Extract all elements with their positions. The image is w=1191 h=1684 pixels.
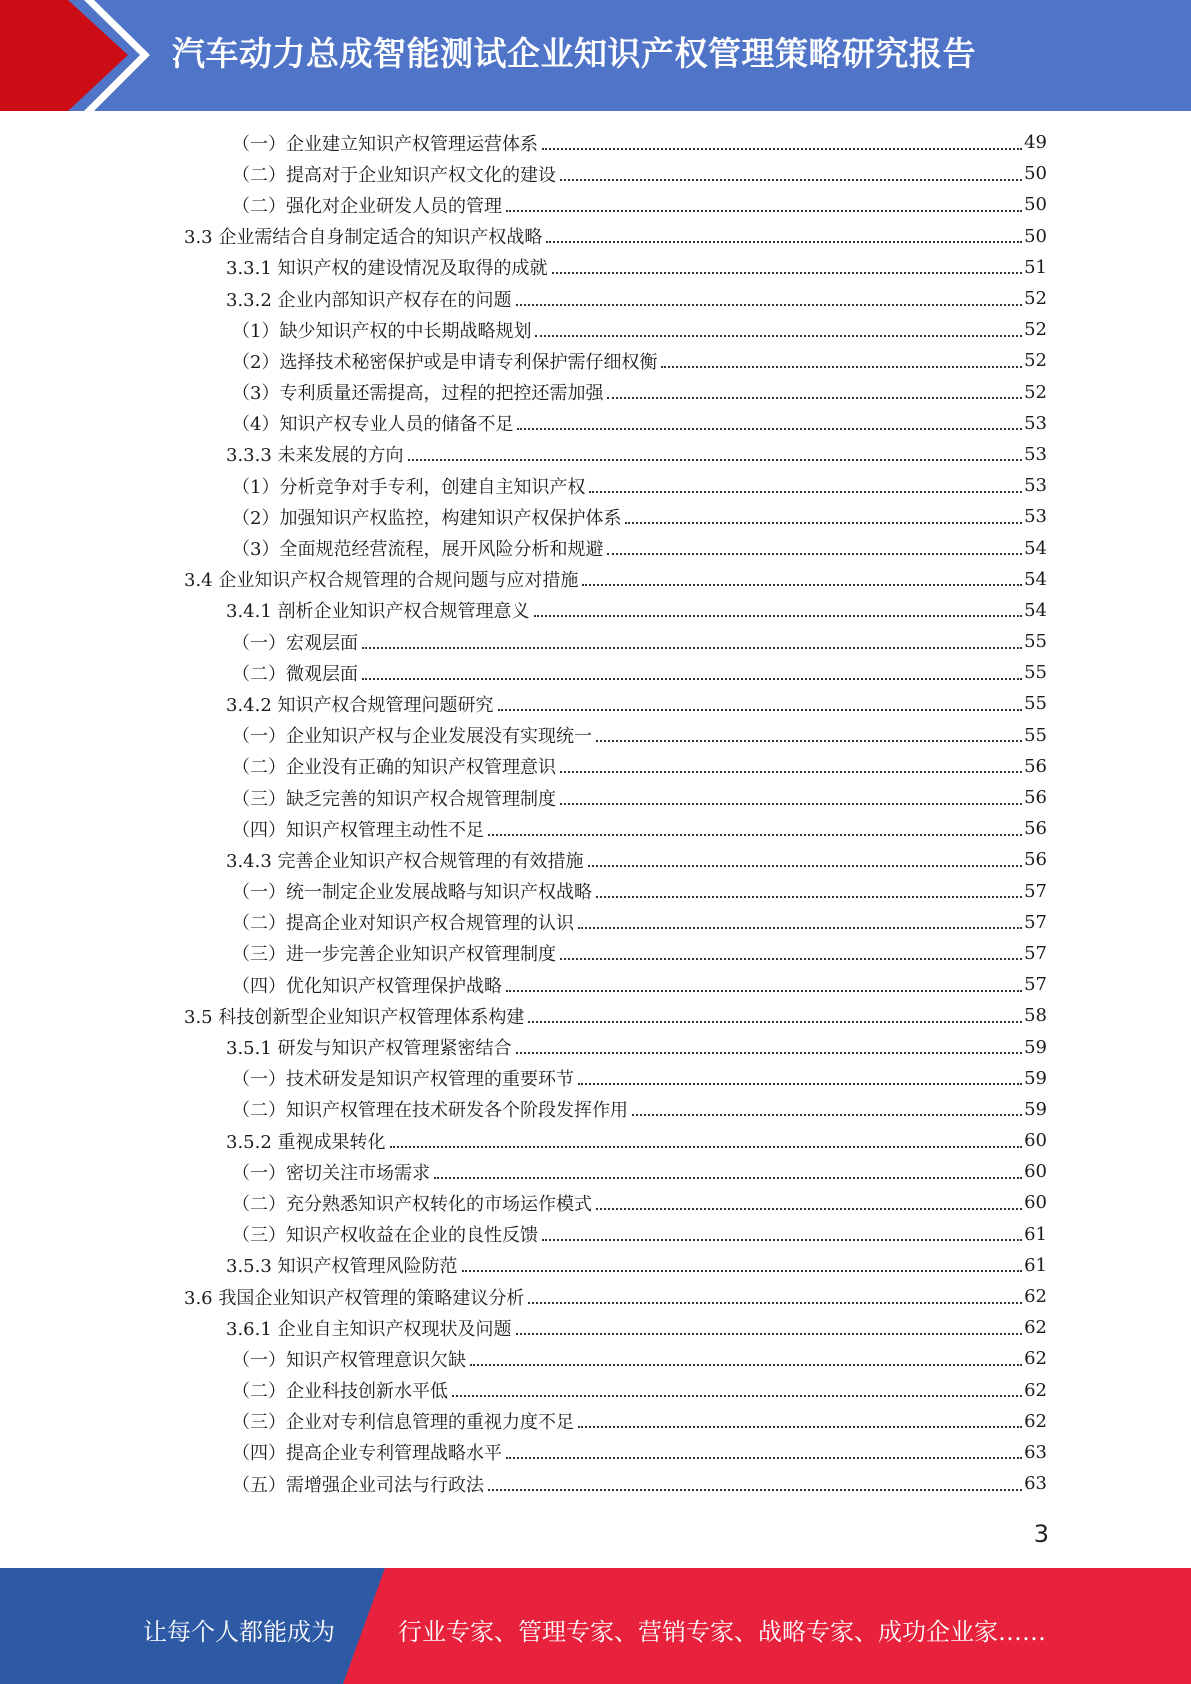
toc-entry[interactable] <box>0 876 1191 907</box>
toc-entry[interactable] <box>0 501 1191 532</box>
toc-entry-title: 3.5.3 知识产权管理风险防范 <box>226 1256 458 1278</box>
toc-entry-title: （1）分析竞争对手专利，创建自主知识产权 <box>232 476 586 498</box>
toc-leader-dots <box>434 1177 1022 1179</box>
toc-leader-dots <box>528 1021 1022 1023</box>
toc-entry-page: 53 <box>1024 412 1047 434</box>
toc-entry[interactable] <box>0 1343 1191 1374</box>
toc-entry-page: 56 <box>1024 755 1047 777</box>
toc-entry-page: 55 <box>1024 662 1047 684</box>
toc-entry-page: 50 <box>1024 163 1047 185</box>
toc-leader-dots <box>596 740 1022 742</box>
footer-slogan-left: 让每个人都能成为 <box>143 1618 335 1646</box>
toc-entry[interactable] <box>0 1094 1191 1125</box>
toc-leader-dots <box>578 1083 1022 1085</box>
toc-entry[interactable] <box>0 408 1191 439</box>
toc-leader-dots <box>506 210 1022 212</box>
toc-entry[interactable] <box>0 1250 1191 1281</box>
toc-entry-title: （一）宏观层面 <box>232 632 358 654</box>
toc-entry-title: 3.3.1 知识产权的建设情况及取得的成就 <box>226 258 548 280</box>
toc-leader-dots <box>661 366 1022 368</box>
document-title: 汽车动力总成智能测试企业知识产权管理策略研究报告 <box>172 34 976 73</box>
toc-entry-title: （一）密切关注市场需求 <box>232 1162 430 1184</box>
toc-entry[interactable] <box>0 751 1191 782</box>
toc-entry-title: 3.5.1 研发与知识产权管理紧密结合 <box>226 1038 512 1060</box>
toc-entry[interactable] <box>0 252 1191 283</box>
toc-entry-title: （二）知识产权管理在技术研发各个阶段发挥作用 <box>232 1100 628 1122</box>
toc-entry-page: 55 <box>1024 724 1047 746</box>
toc-entry-title: 3.4 企业知识产权合规管理的合规问题与应对措施 <box>184 570 579 592</box>
toc-leader-dots <box>470 1364 1022 1366</box>
toc-leader-dots <box>560 958 1022 960</box>
toc-entry-title: （三）进一步完善企业知识产权管理制度 <box>232 944 556 966</box>
toc-entry-page: 55 <box>1024 631 1047 653</box>
toc-entry[interactable] <box>0 1187 1191 1218</box>
toc-leader-dots <box>596 1208 1022 1210</box>
toc-entry-page: 52 <box>1024 319 1047 341</box>
toc-leader-dots <box>362 678 1022 680</box>
toc-entry-title: （一）企业建立知识产权管理运营体系 <box>232 133 538 155</box>
toc-entry[interactable] <box>0 1125 1191 1156</box>
toc-entry-page: 51 <box>1024 256 1047 278</box>
toc-entry[interactable] <box>0 439 1191 470</box>
toc-entry[interactable] <box>0 969 1191 1000</box>
toc-leader-dots <box>506 990 1022 992</box>
toc-leader-dots <box>498 709 1023 711</box>
toc-entry-title: （三）企业对专利信息管理的重视力度不足 <box>232 1412 574 1434</box>
toc-entry[interactable] <box>0 907 1191 938</box>
toc-entry-title: 3.4.1 剖析企业知识产权合规管理意义 <box>226 601 530 623</box>
toc-entry-title: 3.3.3 未来发展的方向 <box>226 445 404 467</box>
toc-leader-dots <box>596 896 1022 898</box>
toc-entry[interactable] <box>0 158 1191 189</box>
toc-entry[interactable] <box>0 283 1191 314</box>
toc-entry[interactable] <box>0 221 1191 252</box>
toc-entry-title: 3.3 企业需结合自身制定适合的知识产权战略 <box>184 227 543 249</box>
toc-entry[interactable] <box>0 564 1191 595</box>
toc-entry-title: （二）企业没有正确的知识产权管理意识 <box>232 757 556 779</box>
toc-entry[interactable] <box>0 938 1191 969</box>
toc-entry-page: 56 <box>1024 818 1047 840</box>
toc-leader-dots <box>589 491 1022 493</box>
toc-entry-title: （二）提高对于企业知识产权文化的建设 <box>232 164 556 186</box>
toc-entry-page: 50 <box>1024 194 1047 216</box>
toc-entry-page: 62 <box>1024 1317 1047 1339</box>
toc-leader-dots <box>528 1302 1022 1304</box>
toc-entry-title: 3.6.1 企业自主知识产权现状及问题 <box>226 1318 512 1340</box>
toc-leader-dots <box>462 1270 1023 1272</box>
toc-entry-title: （2）加强知识产权监控，构建知识产权保护体系 <box>232 507 622 529</box>
toc-leader-dots <box>516 1333 1023 1335</box>
toc-entry-page: 61 <box>1024 1223 1047 1245</box>
toc-entry-title: （三）知识产权收益在企业的良性反馈 <box>232 1225 538 1247</box>
footer-slogan-right: 行业专家、管理专家、营销专家、战略专家、成功企业家…… <box>398 1618 1046 1646</box>
toc-leader-dots <box>588 865 1023 867</box>
toc-entry-title: （二）企业科技创新水平低 <box>232 1381 448 1403</box>
toc-leader-dots <box>560 771 1022 773</box>
toc-entry-title: （4）知识产权专业人员的储备不足 <box>232 414 514 436</box>
toc-leader-dots <box>578 1426 1022 1428</box>
toc-entry[interactable] <box>0 626 1191 657</box>
toc-entry[interactable] <box>0 532 1191 563</box>
toc-entry-page: 60 <box>1024 1161 1047 1183</box>
toc-entry[interactable] <box>0 1468 1191 1499</box>
toc-leader-dots <box>552 272 1023 274</box>
toc-entry-title: （二）提高企业对知识产权合规管理的认识 <box>232 913 574 935</box>
toc-entry-page: 54 <box>1024 599 1047 621</box>
toc-entry-page: 57 <box>1024 911 1047 933</box>
toc-entry[interactable] <box>0 189 1191 220</box>
toc-entry[interactable] <box>0 688 1191 719</box>
toc-leader-dots <box>516 1052 1023 1054</box>
toc-entry-title: （三）缺乏完善的知识产权合规管理制度 <box>232 788 556 810</box>
toc-entry-page: 57 <box>1024 942 1047 964</box>
page-number: 3 <box>1033 1520 1049 1548</box>
toc-entry-title: 3.4.3 完善企业知识产权合规管理的有效措施 <box>226 850 584 872</box>
toc-entry-title: 3.3.2 企业内部知识产权存在的问题 <box>226 289 512 311</box>
toc-entry[interactable] <box>0 782 1191 813</box>
toc-entry-title: （2）选择技术秘密保护或是申请专利保护需仔细权衡 <box>232 351 658 373</box>
toc-entry[interactable] <box>0 1312 1191 1343</box>
toc-entry-page: 49 <box>1024 132 1047 154</box>
toc-entry-page: 53 <box>1024 506 1047 528</box>
toc-entry-title: 3.4.2 知识产权合规管理问题研究 <box>226 694 494 716</box>
toc-entry[interactable] <box>0 813 1191 844</box>
page-header <box>0 0 1191 111</box>
toc-entry-page: 63 <box>1024 1441 1047 1463</box>
toc-entry-page: 52 <box>1024 381 1047 403</box>
toc-leader-dots <box>408 459 1023 461</box>
toc-entry[interactable] <box>0 844 1191 875</box>
toc-leader-dots <box>542 1239 1022 1241</box>
toc-leader-dots <box>506 1457 1022 1459</box>
toc-leader-dots <box>607 397 1022 399</box>
toc-entry-title: （一）统一制定企业发展战略与知识产权战略 <box>232 882 592 904</box>
toc-entry[interactable] <box>0 657 1191 688</box>
toc-entry[interactable] <box>0 470 1191 501</box>
toc-entry-title: （1）缺少知识产权的中长期战略规划 <box>232 320 532 342</box>
toc-leader-dots <box>517 428 1022 430</box>
toc-entry-page: 59 <box>1024 1067 1047 1089</box>
toc-entry-page: 56 <box>1024 787 1047 809</box>
toc-entry-title: （四）优化知识产权管理保护战略 <box>232 975 502 997</box>
toc-entry-title: （二）充分熟悉知识产权转化的市场运作模式 <box>232 1193 592 1215</box>
toc-entry-page: 60 <box>1024 1192 1047 1214</box>
toc-leader-dots <box>542 148 1022 150</box>
toc-entry-page: 60 <box>1024 1130 1047 1152</box>
toc-entry-title: （一）企业知识产权与企业发展没有实现统一 <box>232 726 592 748</box>
toc-entry[interactable] <box>0 377 1191 408</box>
toc-entry-page: 50 <box>1024 225 1047 247</box>
toc-entry-title: （一）知识产权管理意识欠缺 <box>232 1349 466 1371</box>
toc-entry-title: （3）全面规范经营流程，展开风险分析和规避 <box>232 539 604 561</box>
toc-entry-page: 52 <box>1024 350 1047 372</box>
toc-entry-title: （二）强化对企业研发人员的管理 <box>232 195 502 217</box>
toc-leader-dots <box>488 834 1022 836</box>
toc-leader-dots <box>578 927 1022 929</box>
toc-leader-dots <box>632 1114 1022 1116</box>
toc-entry-title: 3.6 我国企业知识产权管理的策略建议分析 <box>184 1287 525 1309</box>
toc-leader-dots <box>546 241 1022 243</box>
toc-entry-title: （四）提高企业专利管理战略水平 <box>232 1443 502 1465</box>
toc-entry[interactable] <box>0 1063 1191 1094</box>
toc-entry-page: 59 <box>1024 1098 1047 1120</box>
toc-entry[interactable] <box>0 345 1191 376</box>
toc-entry-title: 3.5 科技创新型企业知识产权管理体系构建 <box>184 1006 525 1028</box>
toc-leader-dots <box>535 335 1022 337</box>
toc-entry-page: 53 <box>1024 443 1047 465</box>
toc-entry-page: 55 <box>1024 693 1047 715</box>
toc-leader-dots <box>560 179 1022 181</box>
toc-entry[interactable] <box>0 1281 1191 1312</box>
toc-entry[interactable] <box>0 1156 1191 1187</box>
toc-entry-page: 63 <box>1024 1473 1047 1495</box>
toc-entry[interactable] <box>0 720 1191 751</box>
toc-entry-page: 62 <box>1024 1348 1047 1370</box>
toc-entry[interactable] <box>0 1031 1191 1062</box>
toc-entry[interactable] <box>0 127 1191 158</box>
toc-entry-title: （3）专利质量还需提高，过程的把控还需加强 <box>232 383 604 405</box>
toc-entry-title: （一）技术研发是知识产权管理的重要环节 <box>232 1069 574 1091</box>
toc-leader-dots <box>390 1146 1023 1148</box>
toc-entry[interactable] <box>0 1219 1191 1250</box>
toc-entry-page: 53 <box>1024 475 1047 497</box>
toc-entry-page: 54 <box>1024 537 1047 559</box>
toc-entry-page: 56 <box>1024 849 1047 871</box>
toc-leader-dots <box>625 522 1022 524</box>
toc-leader-dots <box>516 304 1023 306</box>
toc-entry[interactable] <box>0 1437 1191 1468</box>
toc-entry[interactable] <box>0 1375 1191 1406</box>
toc-entry[interactable] <box>0 1000 1191 1031</box>
page-footer <box>0 1568 1191 1684</box>
toc-entry[interactable] <box>0 314 1191 345</box>
header-red-arrow <box>0 0 140 111</box>
toc-leader-dots <box>488 1489 1022 1491</box>
toc-leader-dots <box>560 803 1022 805</box>
toc-entry[interactable] <box>0 595 1191 626</box>
toc-entry-page: 57 <box>1024 880 1047 902</box>
toc-entry-title: （二）微观层面 <box>232 663 358 685</box>
toc-entry-page: 52 <box>1024 288 1047 310</box>
toc-entry[interactable] <box>0 1406 1191 1437</box>
toc-entry-page: 62 <box>1024 1379 1047 1401</box>
toc-entry-page: 61 <box>1024 1254 1047 1276</box>
toc-leader-dots <box>362 647 1022 649</box>
toc-entry-title: （四）知识产权管理主动性不足 <box>232 819 484 841</box>
toc-entry-title: 3.5.2 重视成果转化 <box>226 1131 386 1153</box>
toc-entry-page: 59 <box>1024 1036 1047 1058</box>
toc-entry-page: 62 <box>1024 1410 1047 1432</box>
toc-entry-page: 57 <box>1024 974 1047 996</box>
table-of-contents <box>0 127 1191 1499</box>
toc-leader-dots <box>452 1395 1022 1397</box>
toc-leader-dots <box>582 584 1022 586</box>
toc-leader-dots <box>534 615 1023 617</box>
toc-entry-title: （五）需增强企业司法与行政法 <box>232 1474 484 1496</box>
toc-entry-page: 58 <box>1024 1005 1047 1027</box>
toc-leader-dots <box>607 553 1022 555</box>
toc-entry-page: 62 <box>1024 1286 1047 1308</box>
toc-entry-page: 54 <box>1024 568 1047 590</box>
